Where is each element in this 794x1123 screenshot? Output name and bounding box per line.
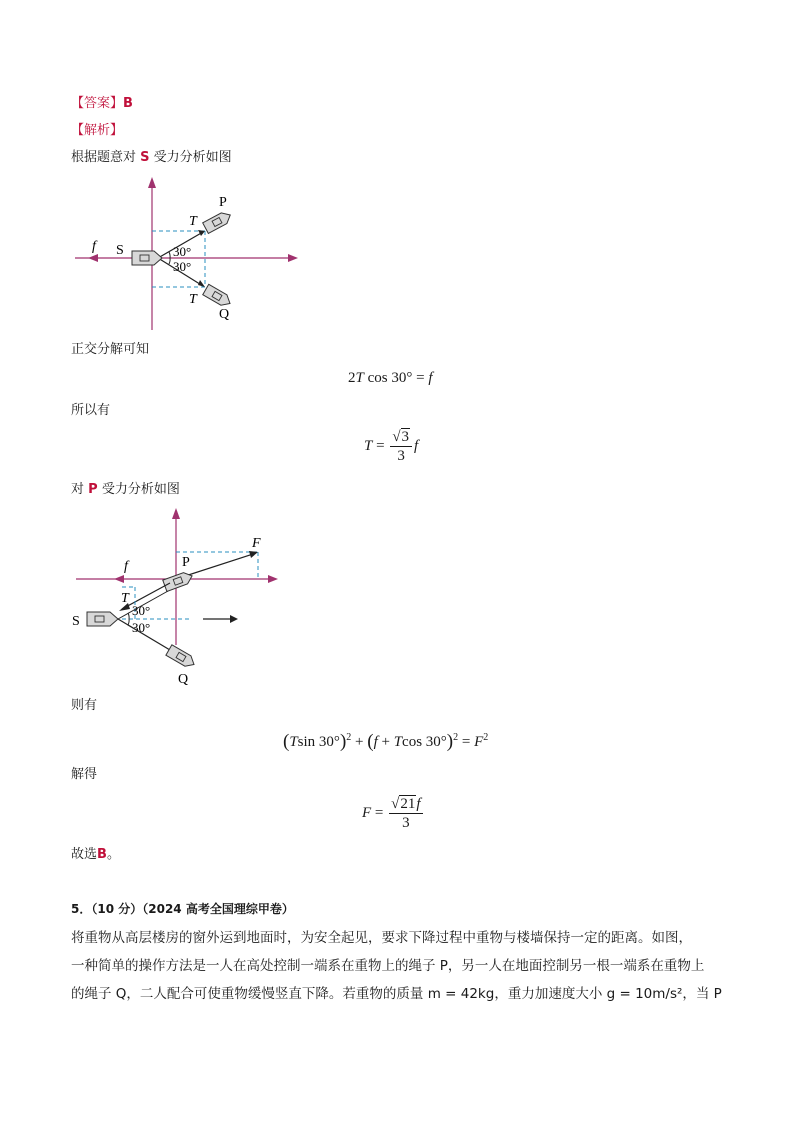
force-diagram-p bbox=[70, 505, 290, 690]
eq1-coef: 2 bbox=[348, 370, 356, 386]
eq2-fraction: $\frac{√3}{3}$ bbox=[390, 428, 412, 465]
f-label: f bbox=[92, 239, 96, 254]
force-diagram-s bbox=[70, 172, 300, 334]
angle-2-label: 30° bbox=[173, 259, 192, 274]
eq2-den: 3 bbox=[397, 448, 405, 464]
x-axis-2-arrow bbox=[268, 575, 278, 583]
q5-score: （10 分） bbox=[91, 902, 143, 916]
s-analysis-line bbox=[71, 149, 232, 167]
eq2-lhs: T bbox=[364, 437, 373, 454]
f-arrow-icon bbox=[88, 254, 98, 262]
boat-q-icon bbox=[203, 284, 233, 308]
s-analysis-var: S bbox=[140, 150, 150, 165]
eq3-rhs-exp: 2 bbox=[483, 732, 489, 743]
analysis-label: 【解析】 bbox=[71, 123, 124, 138]
solve-label: 解得 bbox=[71, 767, 98, 782]
eq3-t1: T bbox=[289, 734, 298, 750]
q5-source: （2024 高考全国理综甲卷） bbox=[142, 902, 294, 916]
t-label-2: T bbox=[121, 591, 129, 606]
conclusion-pre: 故选 bbox=[71, 847, 98, 862]
equation-4 bbox=[362, 795, 425, 832]
motion-arrow-icon bbox=[230, 615, 238, 623]
eq1-eq: = bbox=[416, 370, 425, 386]
eq1-rhs: f bbox=[428, 370, 433, 386]
t2-label: T bbox=[189, 292, 197, 307]
boat-s-icon bbox=[132, 251, 162, 265]
eq3-t1fn: sin 30° bbox=[297, 734, 340, 750]
eq4-den: 3 bbox=[402, 815, 410, 831]
p2-label: P bbox=[182, 555, 190, 570]
eq2-num: 3 bbox=[401, 429, 410, 445]
q5-number: 5． bbox=[71, 902, 92, 916]
t1-arrow-icon bbox=[198, 230, 205, 236]
eq4-lhs: F bbox=[362, 804, 372, 821]
boat-q2-icon bbox=[166, 645, 197, 670]
s-analysis-pre: 根据题意对 bbox=[71, 150, 137, 165]
so-label: 所以有 bbox=[71, 403, 111, 418]
eq3-t2b: T bbox=[393, 734, 403, 750]
q-label: Q bbox=[219, 307, 230, 322]
eq1-var: T bbox=[355, 370, 364, 386]
boat-s2-icon bbox=[87, 612, 118, 626]
q5-line-1: 将重物从高层楼房的窗外运到地面时，为安全起见，要求下降过程中重物与楼墙保持一定的距离。如图， bbox=[71, 930, 692, 946]
eq3-exp2: 2 bbox=[453, 732, 459, 743]
s-label: S bbox=[116, 243, 124, 258]
eq3-eq: = bbox=[461, 734, 471, 750]
eq4-eq: = bbox=[374, 804, 384, 821]
angle-1-label: 30° bbox=[173, 244, 192, 259]
f-arrow-icon-2 bbox=[114, 575, 124, 583]
orth-label: 正交分解可知 bbox=[71, 342, 150, 357]
boat-p-icon bbox=[203, 210, 233, 234]
big-f-label: F bbox=[252, 536, 261, 551]
answer-label: 【答案】 bbox=[71, 96, 124, 111]
angle-arc-2b bbox=[128, 619, 129, 625]
equation-1 bbox=[348, 370, 432, 387]
conclusion-line bbox=[71, 846, 120, 864]
equation-3: (Tsin 30°)$^2$ + (f + Tcos $30^\circ)^2 = F^2$ bbox=[283, 731, 489, 752]
angle-2b-label: 30° bbox=[132, 620, 151, 635]
answer-value: B bbox=[123, 96, 133, 111]
conclusion-post: 。 bbox=[106, 847, 120, 862]
x-axis-arrow bbox=[288, 254, 298, 262]
s-analysis-post: 受力分析如图 bbox=[153, 150, 232, 165]
p-analysis-line bbox=[71, 481, 180, 499]
eq1-fn: cos 30° bbox=[367, 370, 413, 386]
t2-arrow-icon bbox=[198, 280, 205, 287]
eq3-exp1: 2 bbox=[346, 732, 352, 743]
eq3-t2a: f bbox=[373, 734, 378, 750]
eq3-rhs: F bbox=[474, 734, 484, 750]
big-f-arrow-icon bbox=[249, 551, 258, 558]
angle-arc-2a bbox=[128, 613, 129, 619]
q5-line-2: 一种简单的操作方法是一人在高处控制一端系在重物上的绳子 P，另一人在地面控制另一根一端系在重物上 bbox=[71, 958, 705, 974]
conclusion-value: B bbox=[97, 847, 107, 862]
q5-header bbox=[71, 900, 294, 918]
p-analysis-var: P bbox=[88, 482, 98, 497]
equation-2 bbox=[364, 428, 418, 465]
q5-line-3: 的绳子 Q，二人配合可使重物缓慢竖直下降。若重物的质量 m = 42kg，重力加速度大小 g = 10m/s²，当 P bbox=[71, 986, 722, 1002]
eq3-t2plus: + bbox=[381, 734, 390, 750]
y-axis-arrow bbox=[148, 177, 156, 188]
t1-label: T bbox=[189, 214, 197, 229]
eq3-t2fn: cos 30° bbox=[402, 734, 447, 750]
eq4-num-var: f bbox=[416, 796, 421, 812]
angle-arc-2 bbox=[169, 258, 170, 264]
angle-2a-label: 30° bbox=[132, 603, 151, 618]
then-label: 则有 bbox=[71, 698, 98, 713]
answer-line bbox=[71, 95, 133, 113]
eq3-plus: + bbox=[355, 734, 364, 750]
y-axis-2-arrow bbox=[172, 508, 180, 519]
p-analysis-pre: 对 bbox=[71, 482, 85, 497]
p-analysis-post: 受力分析如图 bbox=[101, 482, 180, 497]
q2-label: Q bbox=[178, 672, 189, 687]
p-label: P bbox=[219, 195, 227, 210]
boat-p2-icon bbox=[163, 570, 194, 591]
angle-arc-1 bbox=[169, 252, 170, 258]
f-label-2: f bbox=[124, 559, 128, 574]
eq4-fraction: $\frac{√21f}{3}$ bbox=[391, 796, 421, 831]
s2-label: S bbox=[72, 614, 80, 629]
eq4-num-rad: 21 bbox=[400, 796, 416, 812]
eq2-eq: = bbox=[376, 437, 385, 454]
eq2-var: f bbox=[414, 437, 419, 454]
